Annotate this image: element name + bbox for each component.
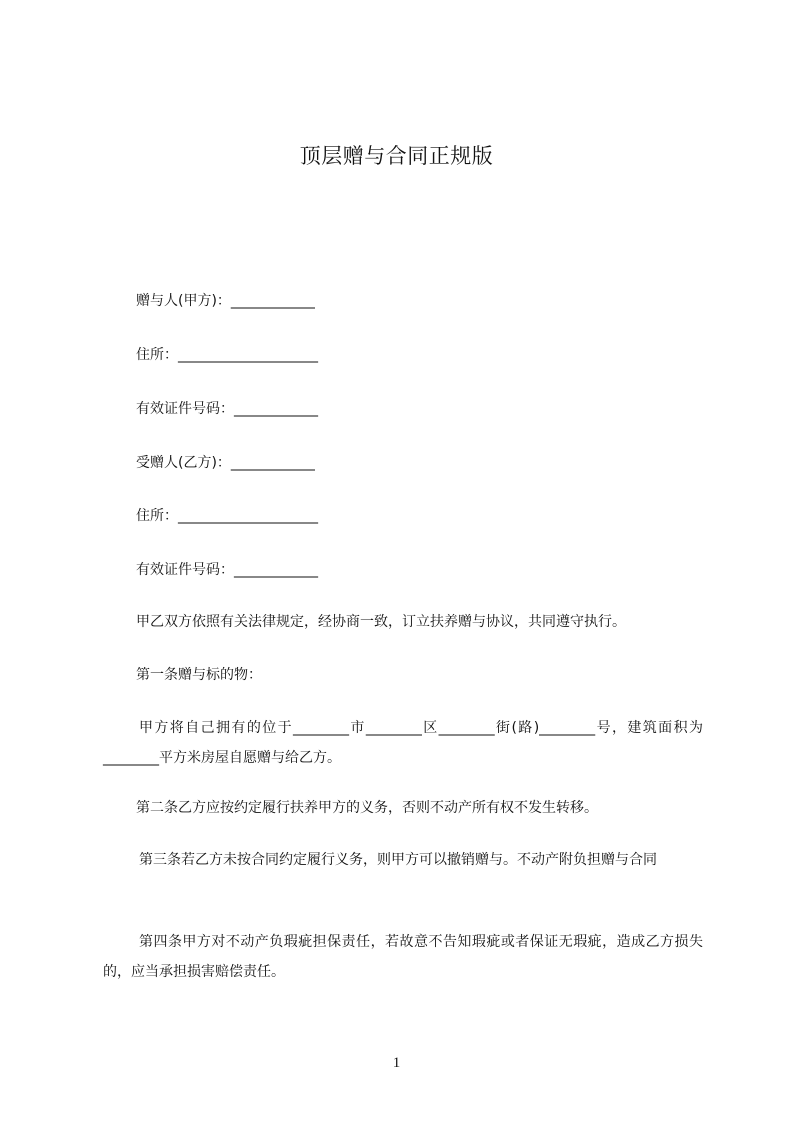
article2-paragraph: 第二条乙方应按约定履行扶养甲方的义务，否则不动产所有权不发生转移。: [136, 800, 598, 816]
donor-id-field: 有效证件号码：____________: [136, 401, 318, 417]
article1-heading: 第一条赠与标的物：: [136, 667, 262, 683]
donee-name-field: 受赠人(乙方)：____________: [136, 455, 315, 471]
article4-paragraph: 第四条甲方对不动产负瑕疵担保责任，若故意不告知瑕疵或者保证无瑕疵，造成乙方损失的，应当承担损害赔偿责任。: [103, 934, 703, 980]
article1-body: 甲方将自己拥有的位于________市________区________街(路)________号，建筑面积为________平方米房屋自愿赠与给乙方。: [103, 720, 703, 766]
article3-paragraph: 第三条若乙方未按合同约定履行义务，则甲方可以撤销赠与。不动产附负担赠与合同: [139, 852, 657, 868]
page-number: 1: [392, 1055, 401, 1071]
intro-paragraph: 甲乙双方依照有关法律规定，经协商一致，订立扶养赠与协议，共同遵守执行。: [136, 614, 626, 630]
donor-address-field: 住所：____________________: [136, 347, 318, 363]
donee-id-field: 有效证件号码：____________: [136, 562, 318, 578]
document-title: 顶层赠与合同正规版: [299, 144, 494, 168]
donor-name-field: 赠与人(甲方)：____________: [136, 293, 315, 309]
donee-address-field: 住所：____________________: [136, 508, 318, 524]
